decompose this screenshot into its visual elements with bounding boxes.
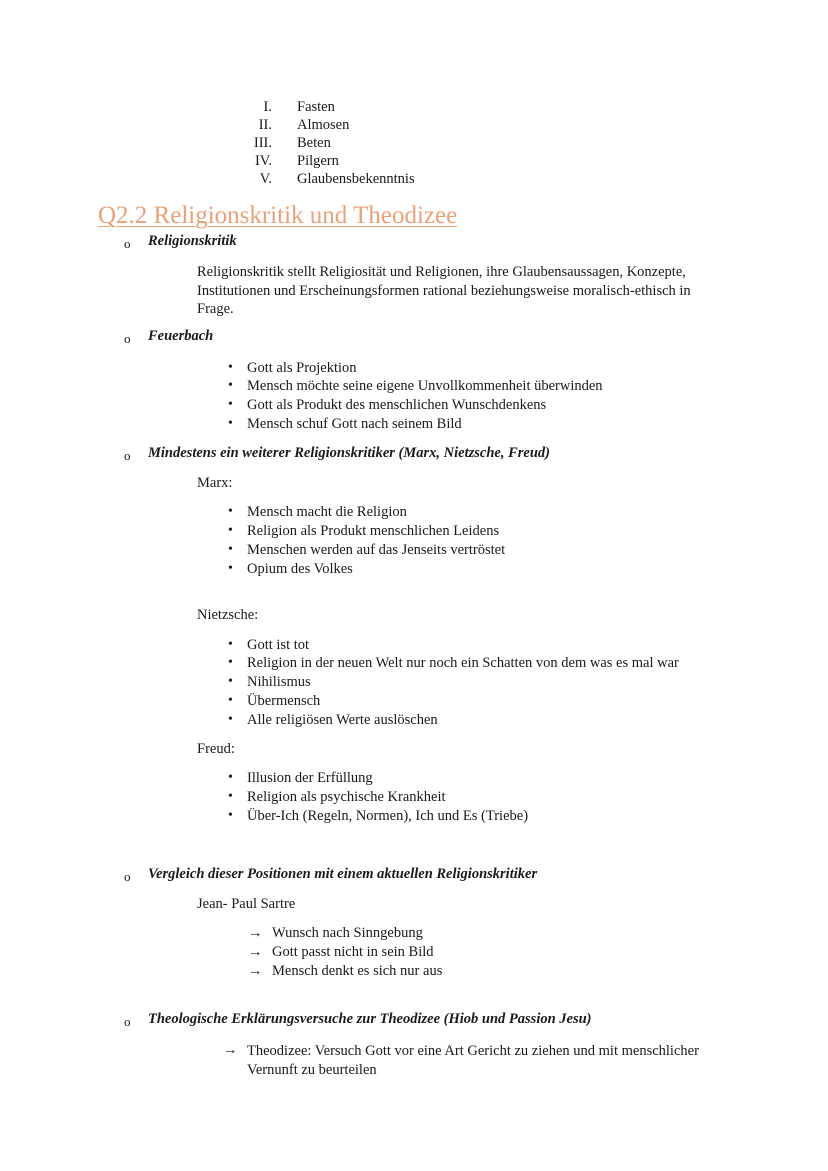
pillar-number: IV. [254,153,272,169]
list-item: Wunsch nach Sinngebung [272,925,423,941]
circle-marker: o [124,1014,131,1029]
bullet-icon: • [228,637,233,652]
arrow-right-icon: → [248,925,263,941]
paragraph-line: Religionskritik stellt Religiosität und Religionen, ihre Glaubensaussagen, Konzepte, [197,264,686,280]
bullet-icon: • [228,360,233,375]
list-item: Mensch möchte seine eigene Unvollkommenheit überwinden [247,378,603,394]
definition-paragraph [197,263,691,319]
bullet-icon: • [228,808,233,823]
list-item: Mensch denkt es sich nur aus [272,963,443,979]
arrow-right-icon: → [248,944,263,960]
theodizee-definition [247,1042,699,1079]
bullet-icon: • [228,561,233,576]
bullet-icon: • [228,712,233,727]
critic-name: Jean- Paul Sartre [197,896,296,912]
pillar-text: Almosen [297,117,350,133]
list-item: Religion als Produkt menschlichen Leidens [247,523,500,539]
list-item: Gott passt nicht in sein Bild [272,944,434,960]
arrow-right-icon: → [248,963,263,979]
bullet-icon: • [228,397,233,412]
list-item: Gott als Projektion [247,360,357,376]
section-title-feuerbach: Feuerbach [148,328,214,344]
pillar-number: V. [259,171,272,187]
paragraph-line: Institutionen und Erscheinungsformen rational beziehungsweise moralisch-ethisch in [197,282,691,299]
section-title-religionskritik: Religionskritik [148,233,237,249]
list-item: Übermensch [247,693,321,709]
pillar-text: Glaubensbekenntnis [297,171,415,187]
pillar-number: I. [263,99,272,115]
list-item: Menschen werden auf das Jenseits vertröstet [247,542,506,558]
freud-label: Freud: [197,741,235,757]
pillar-text: Fasten [297,99,335,115]
section-title-theodizee: Theologische Erklärungsversuche zur Theodizee (Hiob und Passion Jesu) [148,1011,592,1027]
list-item: Mensch macht die Religion [247,504,407,520]
pillar-text: Pilgern [297,153,339,169]
list-item: Über-Ich (Regeln, Normen), Ich und Es (Triebe) [247,808,529,824]
bullet-icon: • [228,693,233,708]
list-item: Gott ist tot [247,637,310,653]
list-item: Illusion der Erfüllung [247,770,373,786]
section-title-vergleich: Vergleich dieser Positionen mit einem aktuellen Religionskritiker [148,866,538,882]
section-heading: Q2.2 Religionskritik und Theodizee [98,202,458,229]
section-title-weitere: Mindestens ein weiterer Religionskritiker (Marx, Nietzsche, Freud) [148,445,550,461]
pillar-number: II. [258,117,272,133]
bullet-icon: • [228,655,233,670]
marx-label: Marx: [197,475,233,491]
list-item: Alle religiösen Werte auslöschen [247,712,438,728]
paragraph-line: Frage. [197,301,234,317]
list-item: Nihilismus [247,674,311,690]
list-item: Religion in der neuen Welt nur noch ein Schatten von dem was es mal war [247,655,679,671]
list-item: Opium des Volkes [247,561,353,577]
bullet-icon: • [228,523,233,538]
bullet-icon: • [228,674,233,689]
circle-marker: o [124,869,131,884]
bullet-icon: • [228,542,233,557]
pillar-text: Beten [297,135,331,151]
bullet-icon: • [228,416,233,431]
circle-marker: o [124,331,131,346]
paragraph-line: Vernunft zu beurteilen [247,1061,377,1078]
bullet-icon: • [228,770,233,785]
bullet-icon: • [228,504,233,519]
nietzsche-label: Nietzsche: [197,607,259,623]
list-item: Religion als psychische Krankheit [247,789,446,805]
list-item: Mensch schuf Gott nach seinem Bild [247,416,462,432]
bullet-icon: • [228,378,233,393]
list-item: Gott als Produkt des menschlichen Wunschdenkens [247,397,547,413]
circle-marker: o [124,236,131,251]
arrow-right-icon: → [223,1042,238,1058]
circle-marker: o [124,448,131,463]
pillar-number: III. [253,135,272,151]
paragraph-line: Theodizee: Versuch Gott vor eine Art Gericht zu ziehen und mit menschlicher [247,1043,699,1059]
bullet-icon: • [228,789,233,804]
